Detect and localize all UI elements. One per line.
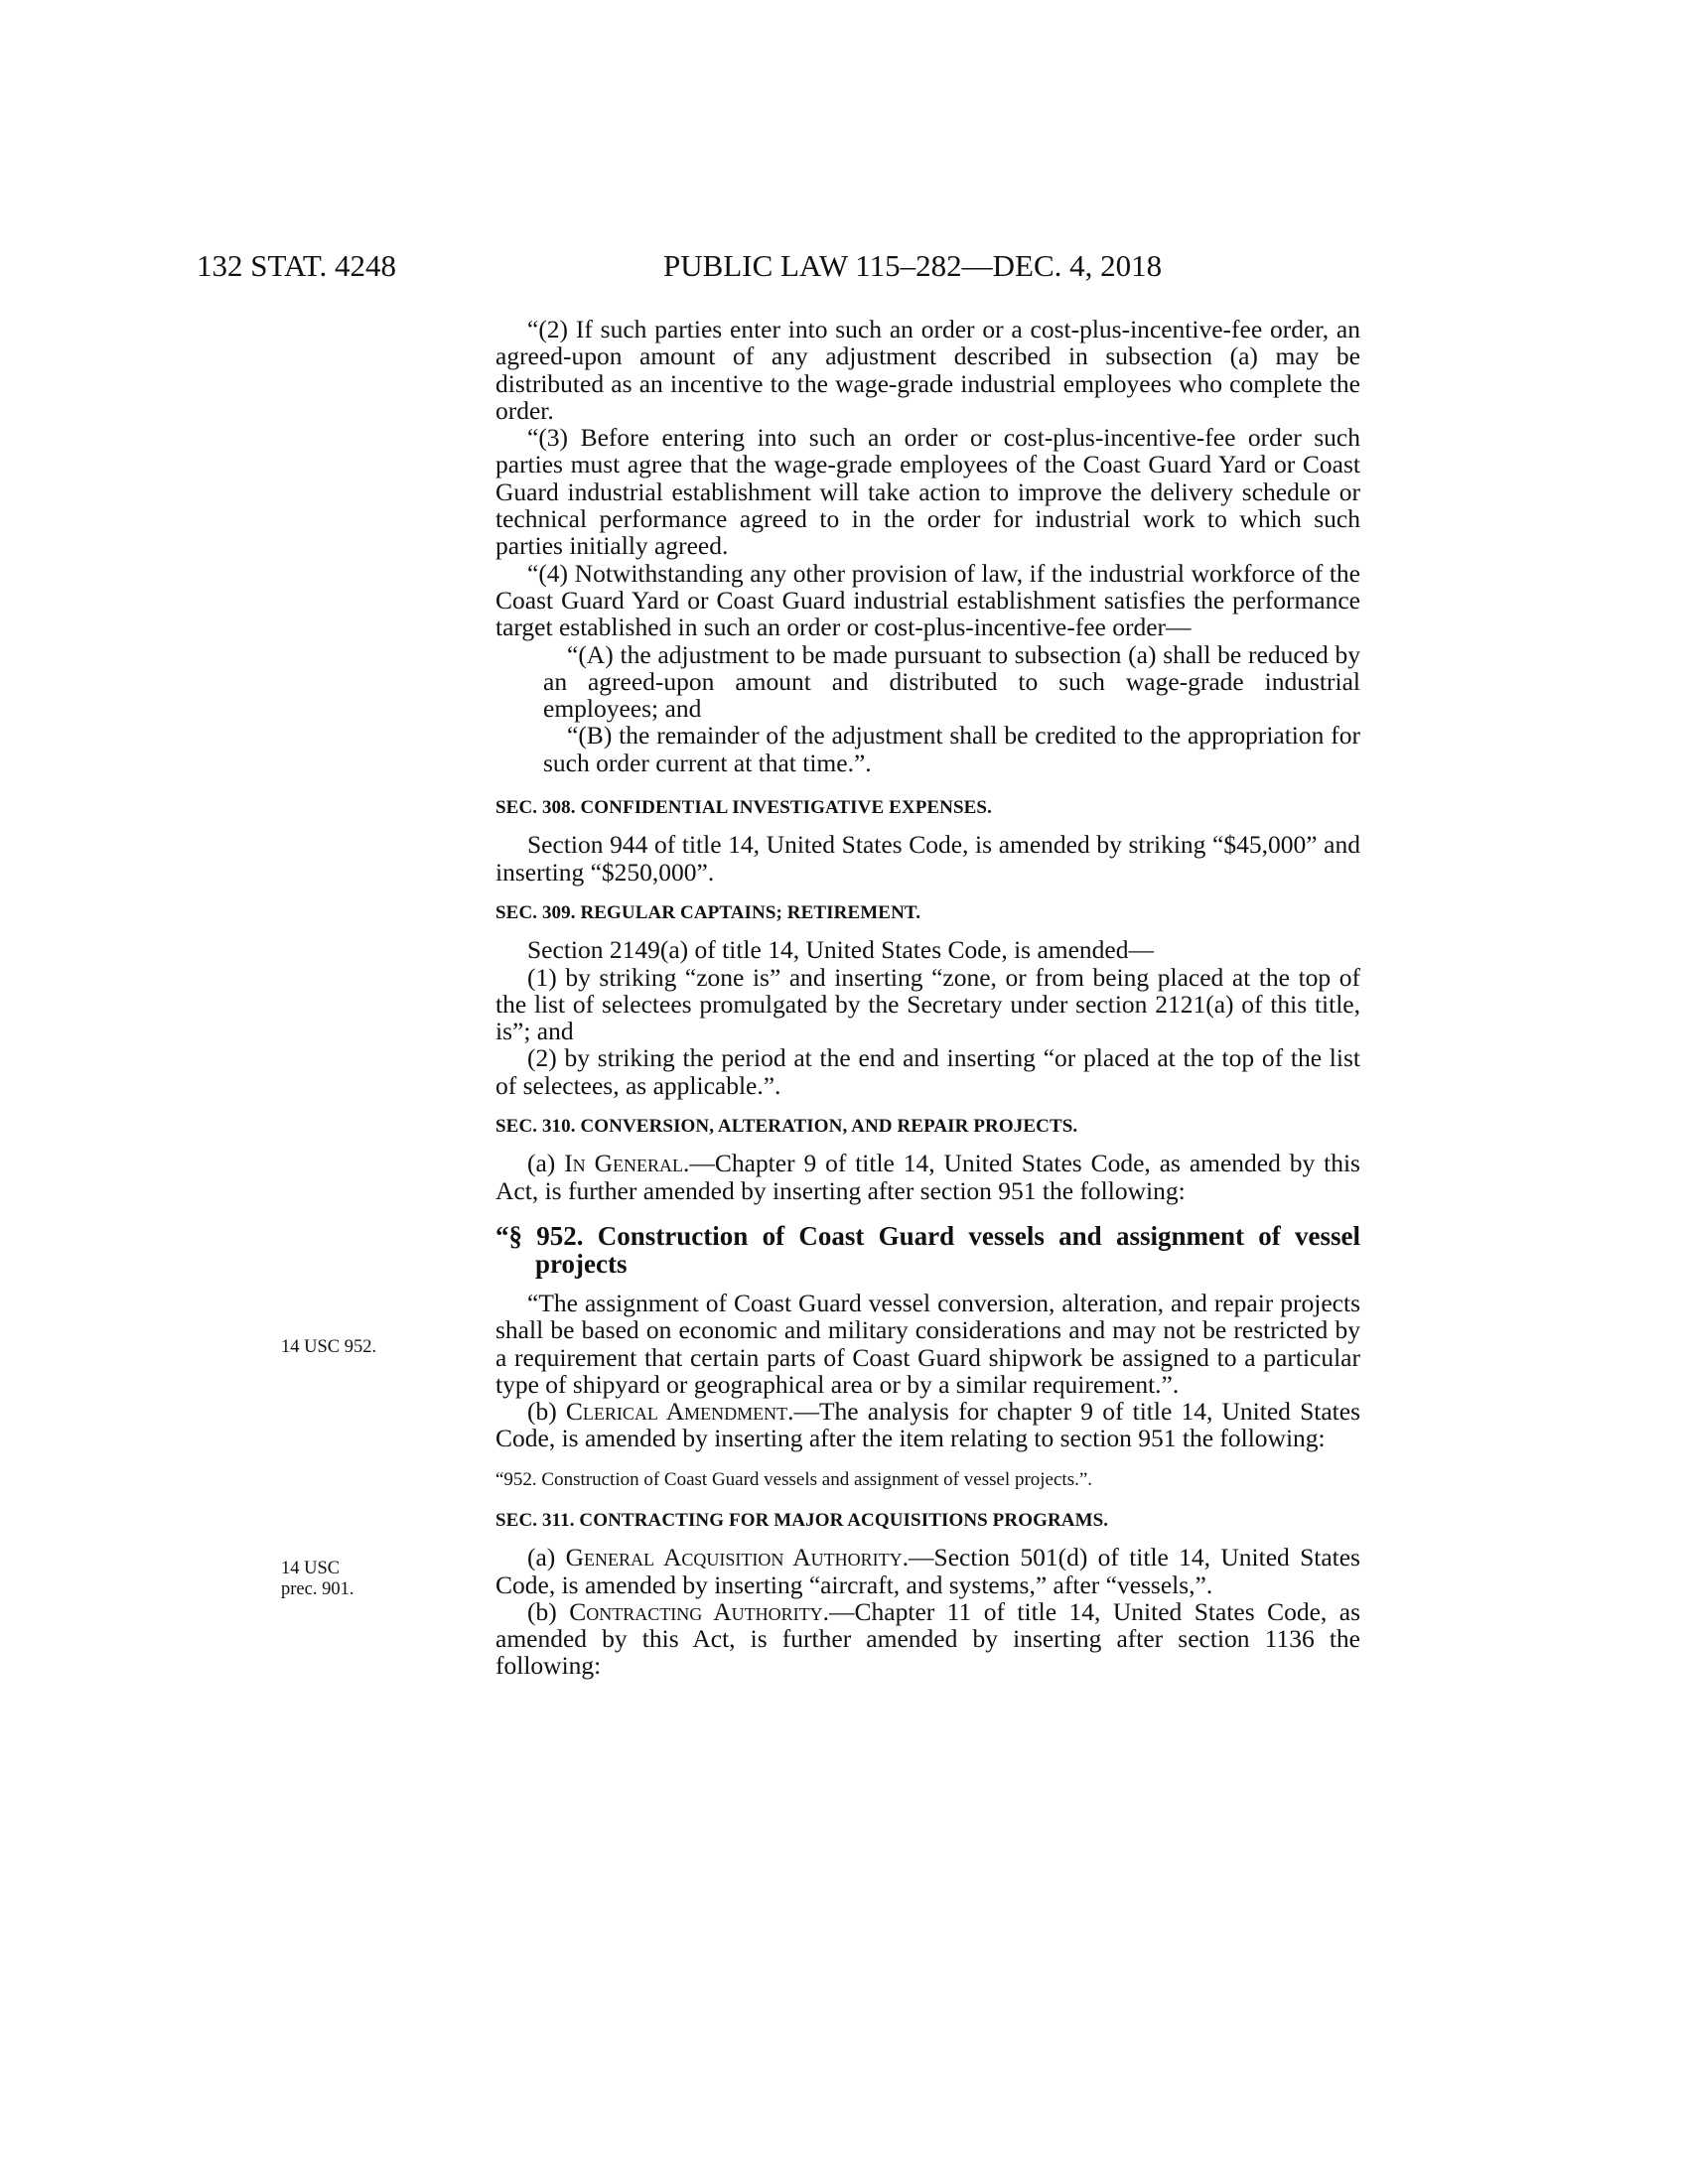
section-309-item-1: (1) by striking “zone is” and inserting “zone, or from being placed at the top of the list of selectees promulgated by the Secretary under section 2121(a) of this title, is”; and	[495, 962, 1360, 1046]
margin-note-line: prec. 901.	[281, 1579, 354, 1599]
section-308-title: SEC. 308. CONFIDENTIAL INVESTIGATIVE EXPENSES.	[495, 797, 992, 819]
section-952-text: “The assignment of Coast Guard vessel conversion, alteration, and repair projects shall be based on economic and military considerations and may not be restricted by a requirement that certain parts of Coast Guard shipwork be assigned to a particular type of shipyard or geographical area or by a similar requirement.”.	[495, 1288, 1360, 1399]
subsection-label: (b)	[527, 1596, 570, 1626]
section-308-text: Section 944 of title 14, United States Code, is amended by striking “$45,000” and inserting “$250,000”.	[495, 830, 1360, 887]
section-311-title: SEC. 311. CONTRACTING FOR MAJOR ACQUISITIONS PROGRAMS.	[495, 1509, 1109, 1531]
section-952-heading: “§ 952. Construction of Coast Guard vessels and assignment of vessel projects	[495, 1220, 1360, 1279]
subsection-text: .—Chapter 9 of title 14, United States Code, as amended by this Act, is further amended by inserting after section 951 the following:	[495, 1149, 1360, 1205]
subparagraph-b: “(B) the remainder of the adjustment shall be credited to the appropriation for such order current at that time.”.	[543, 721, 1360, 777]
margin-note-usc-prec-901	[281, 1559, 353, 1600]
subsection-heading: Contracting Authority	[569, 1596, 823, 1626]
section-309-title: SEC. 309. REGULAR CAPTAINS; RETIREMENT.	[495, 901, 921, 923]
section-309-item-2: (2) by striking the period at the end and inserting “or placed at the top of the list of selectees, as applicable.”.	[495, 1043, 1360, 1100]
subsection-label: (a)	[527, 1149, 565, 1178]
subsection-label: (b)	[527, 1397, 566, 1427]
subparagraph-a: “(A) the adjustment to be made pursuant to subsection (a) shall be reduced by an agreed-upon amount and distributed to such wage-grade industrial employees; and	[543, 639, 1360, 724]
running-header: PUBLIC LAW 115–282—DEC. 4, 2018	[663, 248, 1163, 283]
page-body	[495, 316, 1360, 1680]
subsection-heading: In General	[564, 1149, 683, 1178]
paragraph-3: “(3) Before entering into such an order or cost-plus-incentive-fee order such parties must agree that the wage-grade employees of the Coast Guard Yard or Coast Guard industrial establishment will take action to improve the delivery schedule or technical performance agreed to in the order for industrial work to which such parties initially agreed.	[495, 423, 1360, 561]
subsection-text: .—The analysis for chapter 9 of title 14, United States Code, is amended by inserting after the item relating to section 951 the following:	[495, 1397, 1361, 1453]
section-311-subsection-b	[495, 1598, 1360, 1680]
section-310-subsection-b	[495, 1398, 1360, 1452]
section-310-subsection-a	[495, 1150, 1360, 1204]
subsection-heading: Clerical Amendment	[565, 1397, 788, 1427]
paragraph-2: “(2) If such parties enter into such an order or a cost-plus-incentive-fee order, an agreed-upon amount of any adjustment described in subsection (a) may be distributed as an incentive to the wage-grade industrial employees who complete the order.	[495, 315, 1360, 425]
margin-note-line: 14 USC	[281, 1559, 341, 1578]
analysis-item: “952. Construction of Coast Guard vessels and assignment of vessel projects.”.	[495, 1468, 1093, 1490]
subsection-text: .—Section 501(d) of title 14, United States Code, is amended by inserting “aircraft, and systems,” after “vessels,”.	[495, 1543, 1360, 1599]
statute-page-number: 132 STAT. 4248	[197, 248, 397, 283]
subsection-heading: General Acquisition Authority	[565, 1543, 903, 1572]
section-309-intro: Section 2149(a) of title 14, United States Code, is amended—	[527, 935, 1155, 965]
section-311-subsection-a	[495, 1544, 1360, 1598]
paragraph-4: “(4) Notwithstanding any other provision of law, if the industrial workforce of the Coast Guard Yard or Coast Guard industrial establishment satisfies the performance target established in such an order or cost-plus-incentive-fee order—	[495, 558, 1360, 642]
margin-note-usc-952: 14 USC 952.	[281, 1337, 377, 1357]
subsection-text: .—Chapter 11 of title 14, United States Code, as amended by this Act, is further amended by inserting after section 1136 the following:	[495, 1596, 1360, 1681]
section-310-title: SEC. 310. CONVERSION, ALTERATION, AND REPAIR PROJECTS.	[495, 1116, 1078, 1138]
subsection-label: (a)	[527, 1543, 566, 1572]
